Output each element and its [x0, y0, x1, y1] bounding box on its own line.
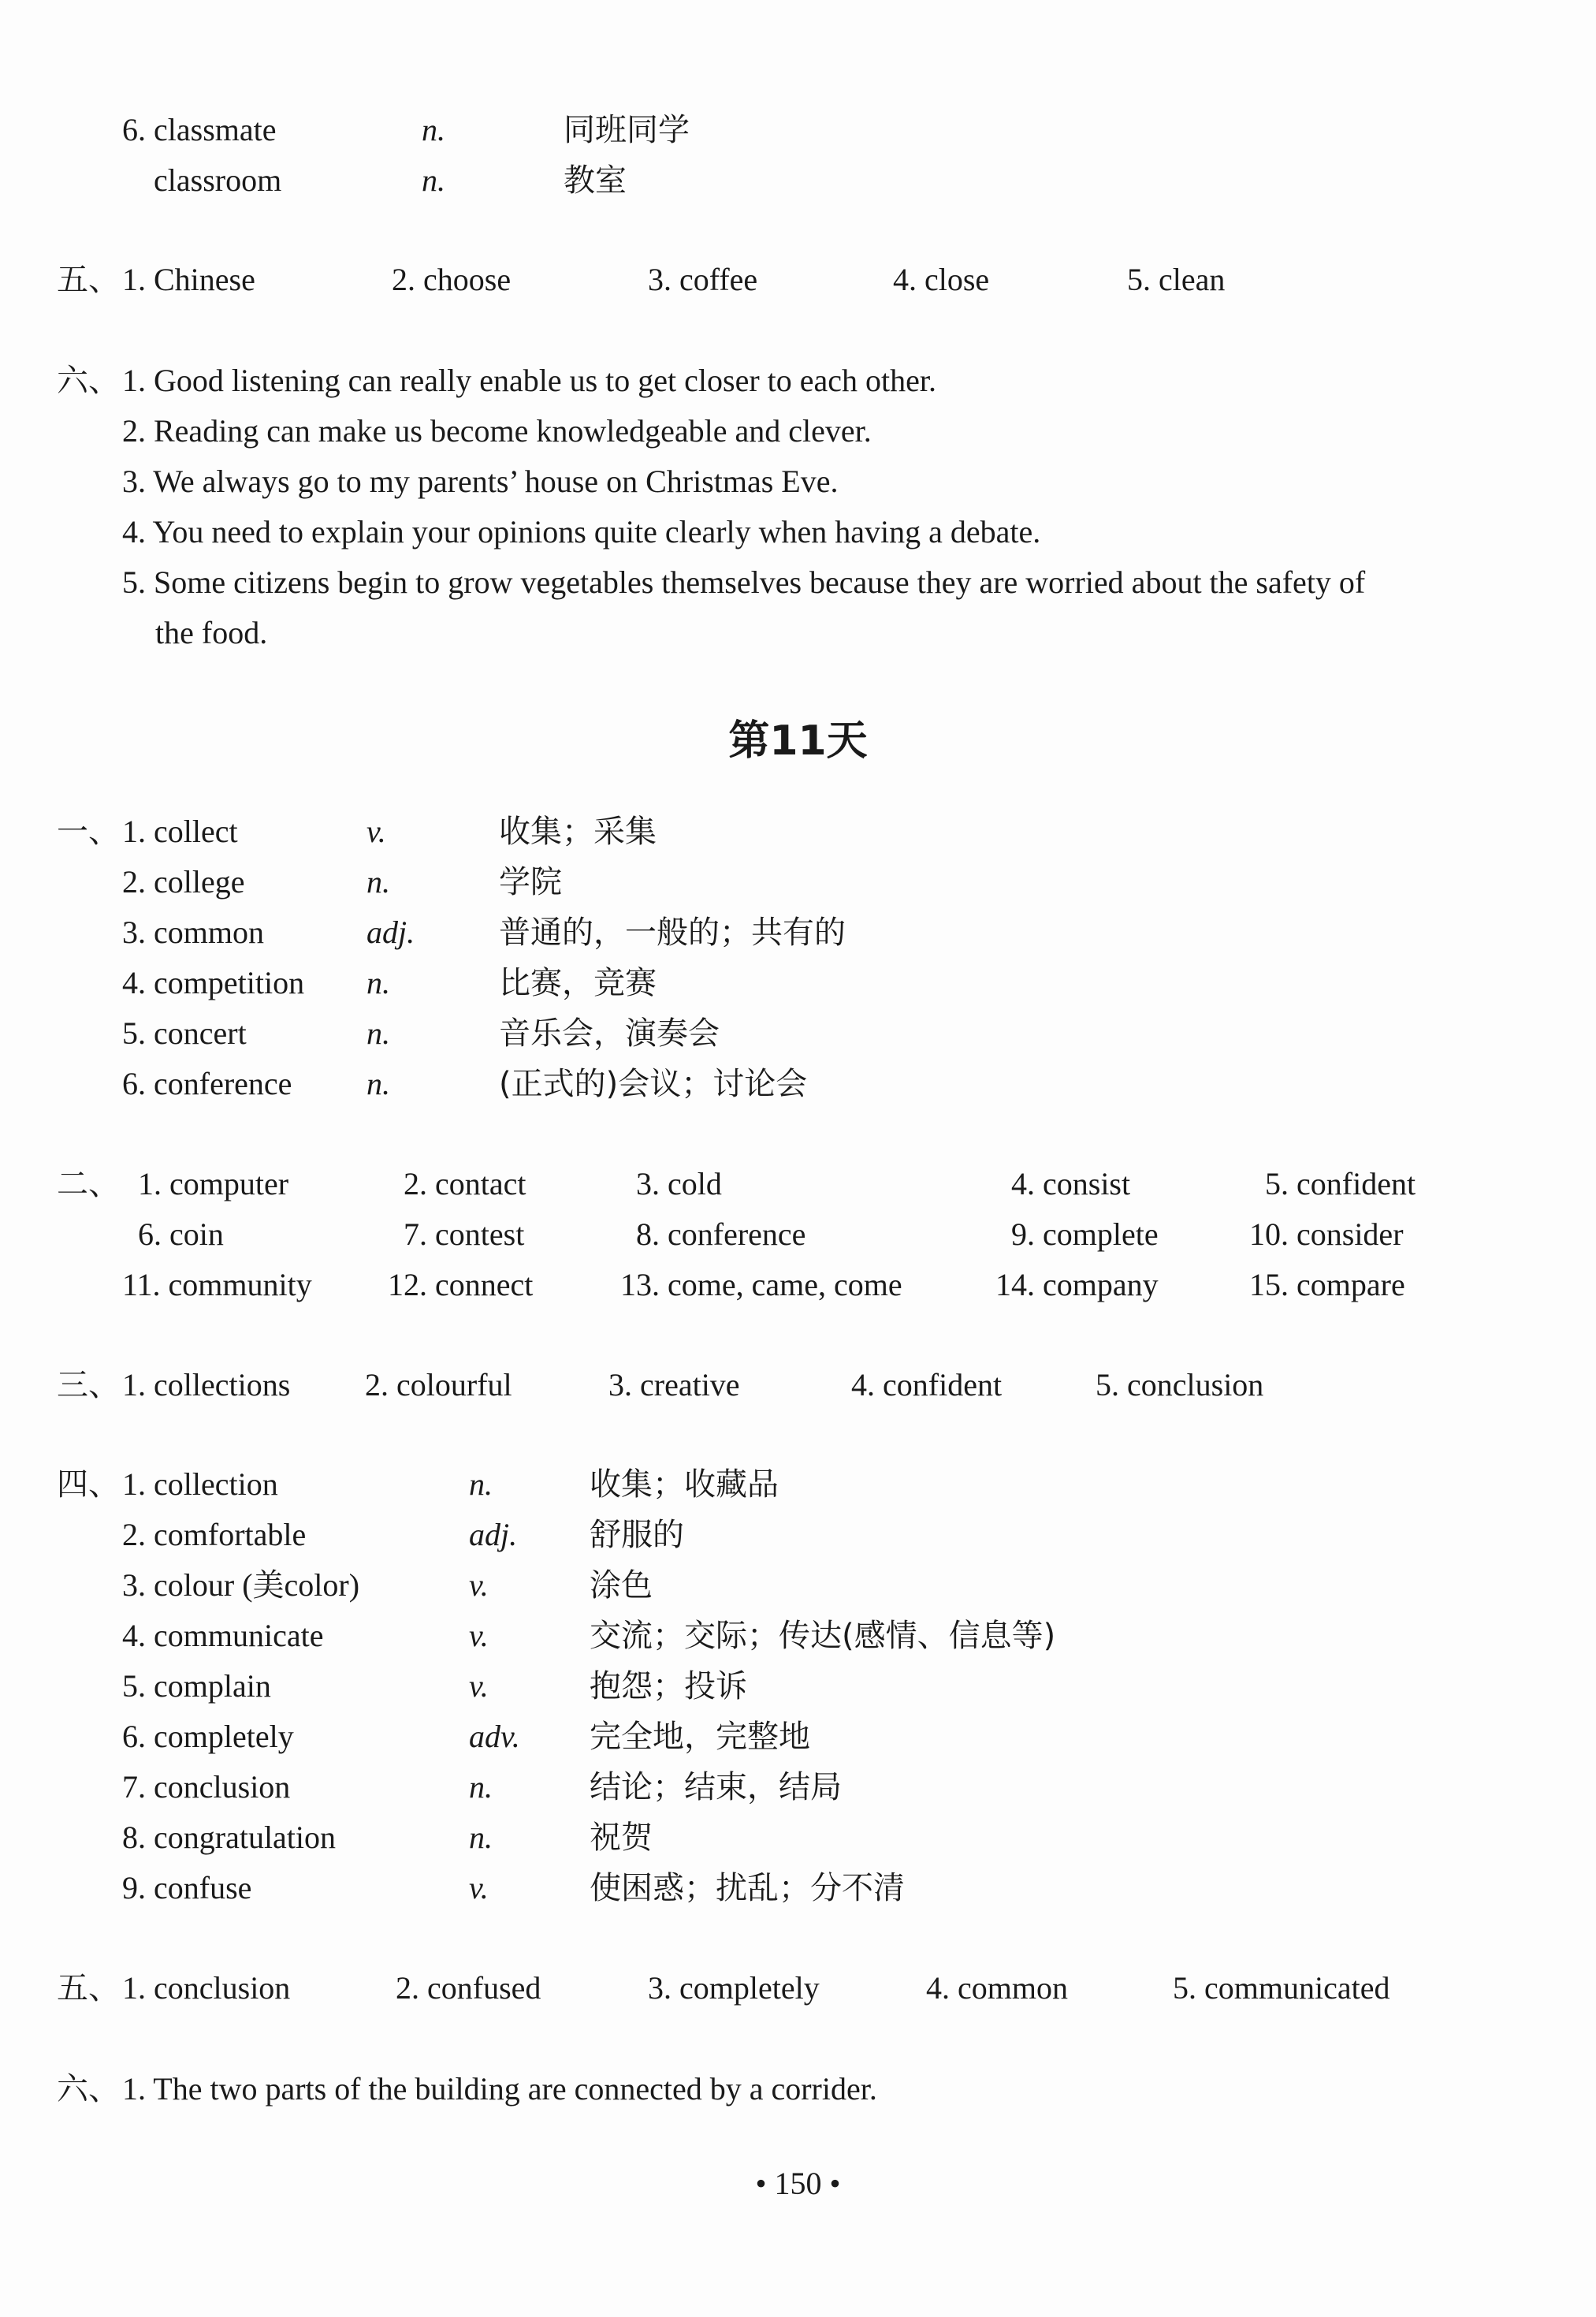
answer-item: 5. confident: [1265, 1166, 1416, 1201]
chinese-meaning: 音乐会，演奏会: [499, 1015, 720, 1052]
part-of-speech: v.: [469, 1870, 489, 1905]
vocab-word: 8. congratulation: [122, 1820, 337, 1855]
vocab-row: [0, 909, 1596, 956]
vocab-row: [0, 1663, 1596, 1710]
vocab-word: 4. communicate: [122, 1618, 324, 1653]
answer-item: 1. Chinese: [122, 262, 255, 297]
vocab-word: 3. colour (美color): [122, 1567, 360, 1603]
answer-item: 12. connect: [388, 1267, 534, 1302]
part-of-speech: v.: [469, 1618, 489, 1653]
vocab-row: [0, 1612, 1596, 1660]
answer-item: 13. come, came, come: [620, 1267, 902, 1302]
section-5-answers: [0, 256, 1596, 304]
vocab-word: 2. comfortable: [122, 1517, 307, 1552]
answer-item: 5. communicated: [1173, 1970, 1390, 2006]
translation-sentence: 1. The two parts of the building are connected by a corrider.: [122, 2071, 877, 2107]
part-of-speech: v.: [469, 1668, 489, 1704]
answer-item: 2. confused: [396, 1970, 541, 2006]
chinese-meaning: 舒服的: [590, 1517, 684, 1553]
vocab-row: [0, 859, 1596, 906]
vocab-row: [0, 1814, 1596, 1861]
vocab-word: conference: [154, 1066, 292, 1101]
section-marker: 三、: [57, 1367, 120, 1403]
chinese-meaning: 收集；收藏品: [590, 1466, 779, 1503]
vocab-word: 9. confuse: [122, 1870, 252, 1905]
answer-item: 2. contact: [404, 1166, 526, 1201]
answer-item: 15. compare: [1249, 1267, 1405, 1302]
vocab-row: [0, 1010, 1596, 1057]
chinese-meaning: (正式的)会议；讨论会: [499, 1066, 808, 1102]
vocab-row: [0, 1864, 1596, 1912]
part-of-speech: n.: [422, 162, 445, 198]
translation-sentence-continuation: the food.: [155, 615, 268, 650]
chinese-meaning: 使困惑；扰乱；分不清: [590, 1870, 905, 1906]
answer-item: 3. creative: [608, 1367, 740, 1402]
vocab-row: [0, 106, 1596, 154]
part-of-speech: n.: [469, 1466, 493, 1502]
vocab-word: 7. conclusion: [122, 1769, 291, 1805]
answer-item: 8. conference: [636, 1216, 806, 1252]
vocab-word: 1. collection: [122, 1466, 278, 1502]
chinese-meaning: 收集；采集: [499, 814, 657, 850]
item-number: 1.: [122, 814, 146, 849]
section-marker: 六、: [57, 363, 120, 399]
part-of-speech: adj.: [469, 1517, 518, 1552]
answer-item: 3. coffee: [648, 262, 758, 297]
answer-item: 3. cold: [636, 1166, 722, 1201]
section-marker: 五、: [57, 262, 120, 298]
vocab-word: competition: [154, 965, 305, 1000]
item-number: 2.: [122, 864, 146, 900]
item-number: 6.: [122, 112, 146, 147]
item-number: 6.: [122, 1066, 146, 1101]
answer-item: 4. common: [926, 1970, 1068, 2006]
chinese-meaning: 抱怨；投诉: [590, 1668, 747, 1704]
answer-grid-row: [0, 1261, 1596, 1309]
item-number: 4.: [122, 965, 146, 1000]
part-of-speech: n.: [366, 1066, 390, 1101]
answer-item: 3. completely: [648, 1970, 820, 2006]
part-of-speech: n.: [469, 1769, 493, 1805]
vocab-row: [0, 1764, 1596, 1811]
answer-grid-row: [0, 1211, 1596, 1258]
vocab-word: college: [154, 864, 245, 900]
answer-item: 1. computer: [138, 1166, 289, 1201]
vocab-word: 6. completely: [122, 1719, 294, 1754]
part-of-speech: n.: [422, 112, 445, 147]
chinese-meaning: 祝贺: [590, 1820, 653, 1856]
answer-item: 1. collections: [122, 1367, 291, 1402]
section-3-answers: [0, 1362, 1596, 1409]
vocab-row: [0, 1713, 1596, 1760]
answer-item: 9. complete: [1011, 1216, 1159, 1252]
vocab-word: classmate: [154, 112, 277, 147]
answer-item: 2. colourful: [365, 1367, 512, 1402]
chinese-meaning: 比赛，竞赛: [499, 965, 657, 1001]
translation-sentence: 5. Some citizens begin to grow vegetables themselves because they are worried about the safety of: [122, 564, 1366, 600]
part-of-speech: n.: [366, 864, 390, 900]
answer-item: 1. conclusion: [122, 1970, 291, 2006]
section-marker: 四、: [57, 1466, 120, 1503]
translation-sentence: 4. You need to explain your opinions quite clearly when having a debate.: [122, 514, 1041, 549]
answer-item: 6. coin: [138, 1216, 224, 1252]
part-of-speech: adj.: [366, 915, 415, 950]
chinese-meaning: 教室: [564, 162, 627, 199]
vocab-word: concert: [154, 1015, 247, 1051]
part-of-speech: v.: [469, 1567, 489, 1603]
answer-item: 5. clean: [1127, 262, 1226, 297]
part-of-speech: n.: [366, 965, 390, 1000]
answer-grid-row: [0, 1160, 1596, 1208]
part-of-speech: n.: [469, 1820, 493, 1855]
section-marker: 六、: [57, 2071, 120, 2107]
chinese-meaning: 涂色: [590, 1567, 653, 1604]
answer-item: 11. community: [122, 1267, 312, 1302]
section-marker: 五、: [57, 1970, 120, 2006]
vocab-word: classroom: [154, 162, 282, 198]
vocab-row: [0, 1461, 1596, 1508]
section-marker: 一、: [57, 814, 120, 850]
answer-item: 7. contest: [404, 1216, 525, 1252]
answer-item: 14. company: [995, 1267, 1159, 1302]
vocab-word: 5. complain: [122, 1668, 271, 1704]
item-number: 5.: [122, 1015, 146, 1051]
part-of-speech: v.: [366, 814, 386, 849]
chinese-meaning: 交流；交际；传达(感情、信息等): [590, 1618, 1056, 1654]
vocab-row: [0, 157, 1596, 204]
vocab-row: [0, 1511, 1596, 1559]
chinese-meaning: 普通的，一般的；共有的: [499, 915, 846, 951]
vocab-word: common: [154, 915, 264, 950]
answer-item: 4. confident: [851, 1367, 1003, 1402]
item-number: 3.: [122, 915, 146, 950]
vocab-word: collect: [154, 814, 238, 849]
vocab-row: [0, 1060, 1596, 1108]
translation-sentence: 1. Good listening can really enable us to get closer to each other.: [122, 363, 937, 398]
answer-item: 5. conclusion: [1096, 1367, 1264, 1402]
chinese-meaning: 学院: [499, 864, 562, 900]
translation-sentence: 3. We always go to my parents’ house on Christmas Eve.: [122, 464, 839, 499]
translation-sentence: 2. Reading can make us become knowledgeable and clever.: [122, 413, 872, 449]
part-of-speech: n.: [366, 1015, 390, 1051]
answer-item: 4. consist: [1011, 1166, 1131, 1201]
page-number: • 150 •: [755, 2166, 841, 2201]
chinese-meaning: 结论；结束，结局: [590, 1769, 842, 1805]
chinese-meaning: 同班同学: [564, 112, 690, 148]
chinese-meaning: 完全地，完整地: [590, 1719, 810, 1755]
vocab-row: [0, 959, 1596, 1007]
vocab-row: [0, 808, 1596, 855]
answer-item: 10. consider: [1249, 1216, 1404, 1252]
answer-item: 2. choose: [392, 262, 512, 297]
answer-item: 4. close: [893, 262, 990, 297]
section-5-answers: [0, 1965, 1596, 2012]
page-title: 第11天: [728, 717, 868, 765]
section-marker: 二、: [57, 1166, 120, 1202]
part-of-speech: adv.: [469, 1719, 520, 1754]
vocab-row: [0, 1562, 1596, 1609]
